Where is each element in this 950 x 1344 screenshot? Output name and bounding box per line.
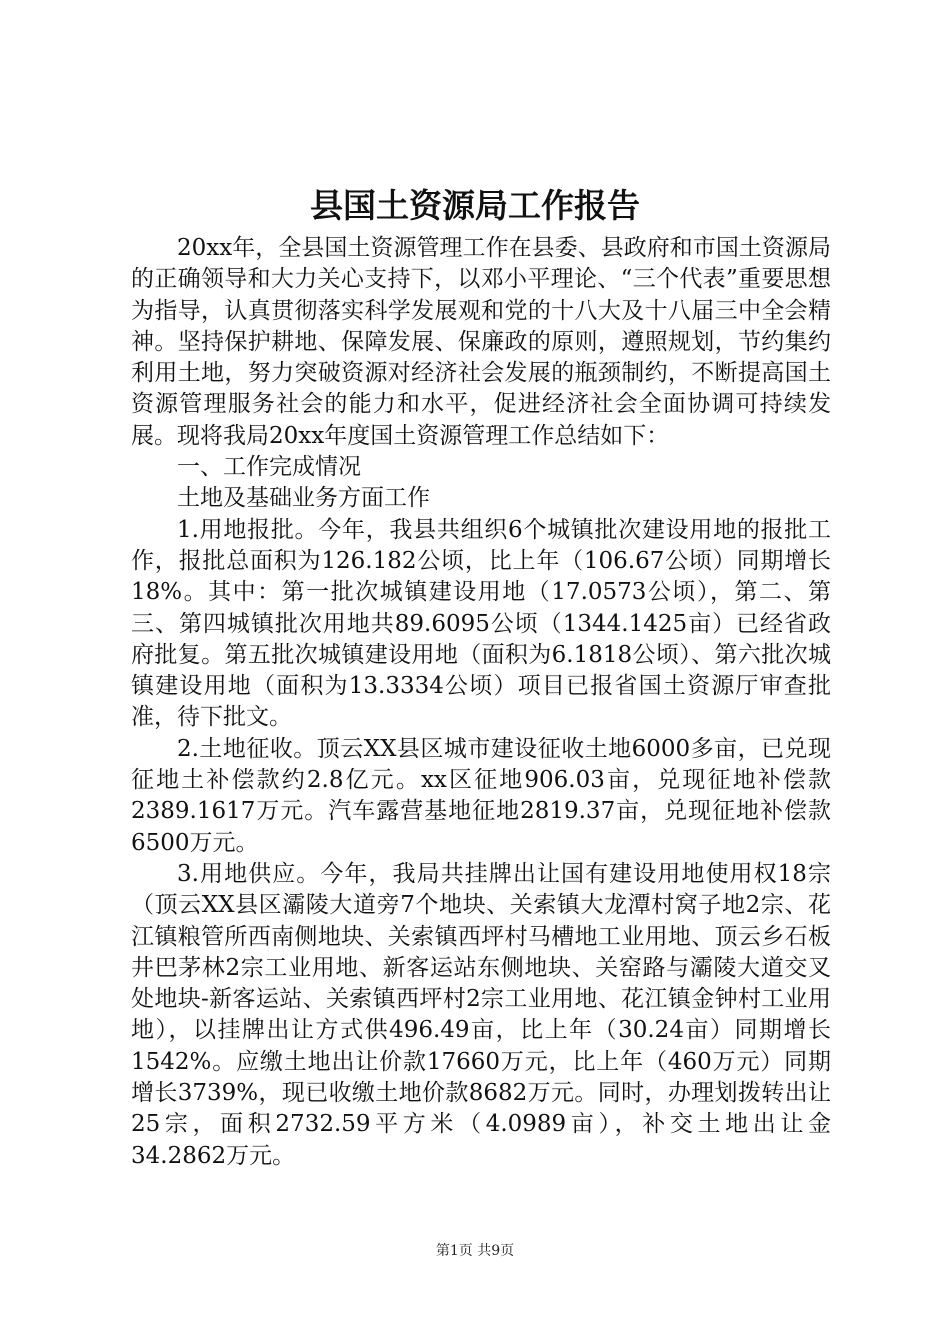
page-number-footer: 第1页 共9页 <box>435 1243 515 1259</box>
paragraph-land-supply: 3.用地供应。今年，我局共挂牌出让国有建设用地使用权18宗（顶云XX县区灞陵大道旁7个地块、关索镇大龙潭村窝子地2宗、花江镇粮管所西南侧地块、关索镇西坪村马槽地工业用地、顶云乡石板井巴茅林2宗工业用地、新客运站东侧地块、关窑路与灞陵大道交叉处地块-新客运站、关索镇西坪村2宗工业用地、花江镇金钟村工业用地），以挂牌出让方式供496.49亩，比上年（30.24亩）同期增长1542%。应缴土地出让价款17660万元，比上年（460万元）同期增长3739%，现已收缴土地价款8682万元。同时，办理划拨转出让25宗，面积2732.59平方米（4.0989亩），补交土地出让金34.2862万元。 <box>131 860 831 1169</box>
document-title: 县国土资源局工作报告 <box>310 186 640 225</box>
document-body <box>131 233 831 1172</box>
paragraph-land-acquisition: 2.土地征收。顶云XX县区城市建设征收土地6000多亩，已兑现征地土补偿款约2.8亿元。xx区征地906.03亩，兑现征地补偿款2389.1617万元。汽车露营基地征地2819.37亩，兑现征地补偿款6500万元。 <box>131 735 831 856</box>
subsection-heading: 土地及基础业务方面工作 <box>177 485 430 512</box>
section-heading: 一、工作完成情况 <box>177 454 361 481</box>
paragraph-intro: 20xx年，全县国土资源管理工作在县委、县政府和市国土资源局的正确领导和大力关心支持下，以邓小平理论、“三个代表”重要思想为指导，认真贯彻落实科学发展观和党的十八大及十八届三中全会精神。坚持保护耕地、保障发展、保廉政的原则，遵照规划，节约集约利用土地，努力突破资源对经济社会发展的瓶颈制约，不断提高国土资源管理服务社会的能力和水平，促进经济社会全面协调可持续发展。现将我局20xx年度国土资源管理工作总结如下： <box>131 235 831 449</box>
paragraph-land-approval: 1.用地报批。今年，我县共组织6个城镇批次建设用地的报批工作，报批总面积为126.182公顷，比上年（106.67公顷）同期增长18%。其中：第一批次城镇建设用地（17.0573公顷），第二、第三、第四城镇批次用地共89.6095公顷（1344.1425亩）已经省政府批复。第五批次城镇建设用地（面积为6.1818公顷）、第六批次城镇建设用地（面积为13.3334公顷）项目已报省国土资源厅审查批准，待下批文。 <box>131 516 831 731</box>
